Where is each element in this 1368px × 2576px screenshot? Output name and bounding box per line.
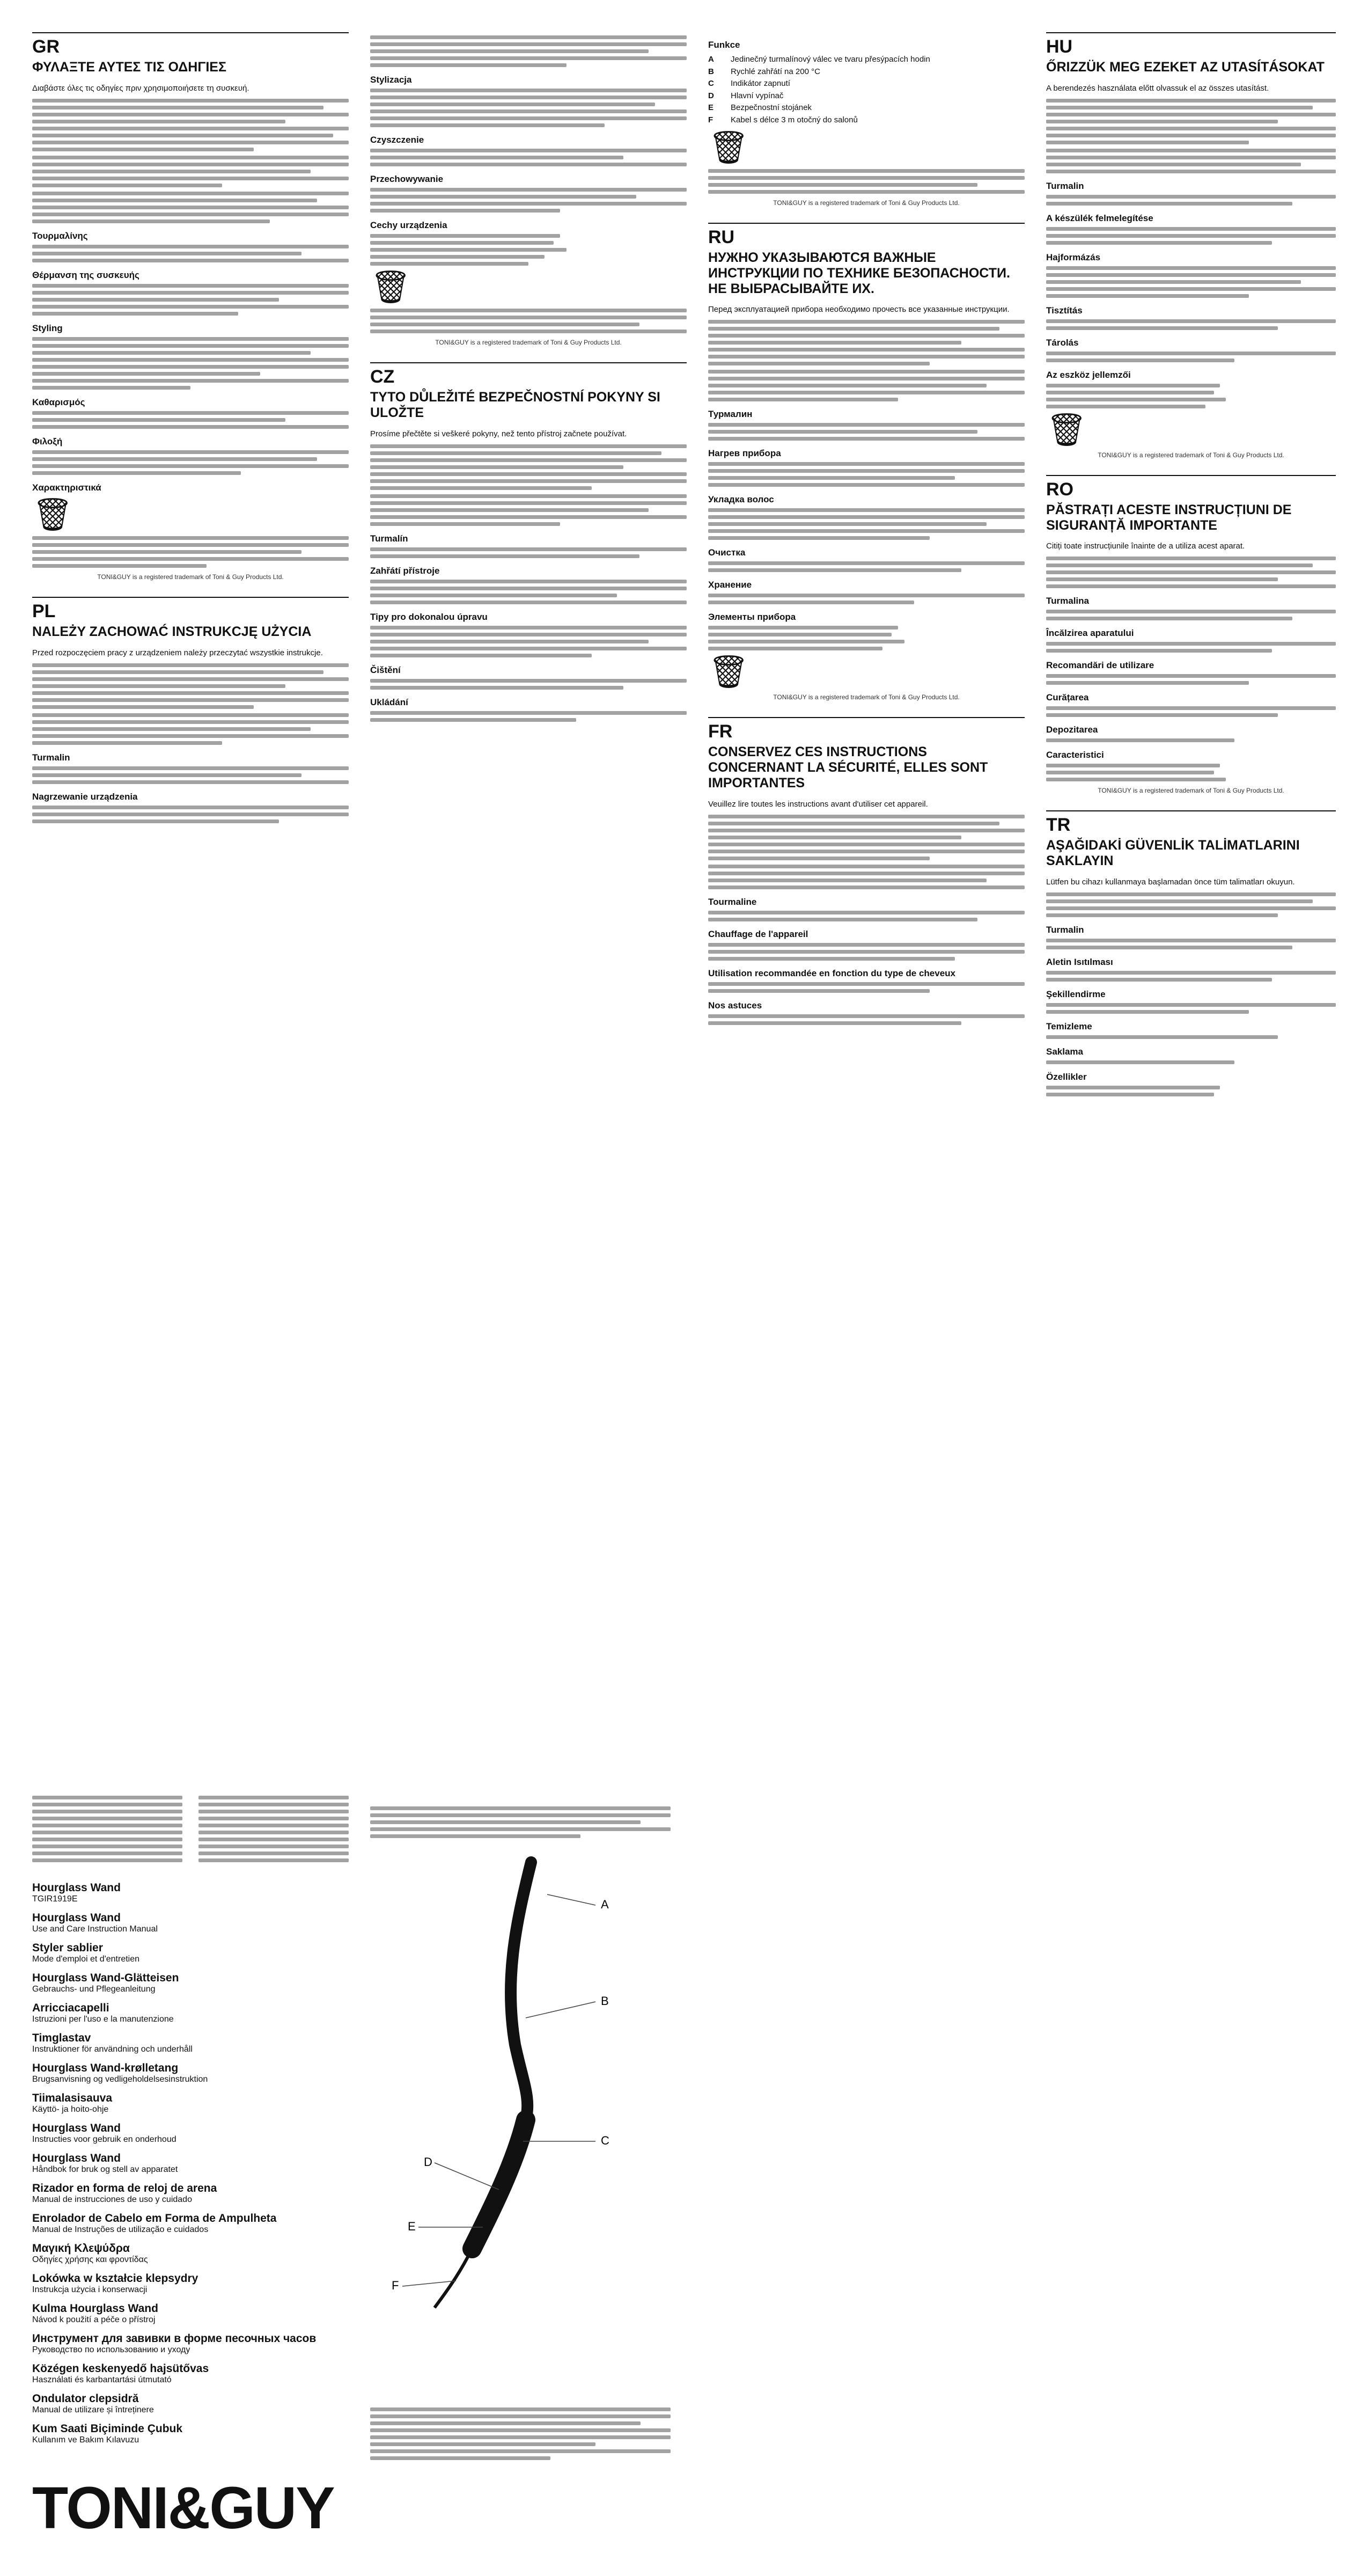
product-name-item <box>32 2182 349 2205</box>
section-code: RO <box>1046 479 1073 500</box>
product-name-title: Hourglass Wand-Glätteisen <box>32 1972 179 1984</box>
subheading: Турмалин <box>708 409 753 420</box>
product-name-subtitle: Istruzioni per l'uso e la manutenzione <box>32 2015 174 2024</box>
product-name-subtitle: Håndbok for bruk og stell av apparatet <box>32 2165 178 2174</box>
product-name-title: Ondulator clepsidră <box>32 2392 139 2405</box>
diagram-label-e: E <box>408 2220 416 2233</box>
section-intro: Citiți toate instrucțiunile înainte de a utiliza acest aparat. <box>1046 541 1245 551</box>
subheading: Tisztítás <box>1046 305 1083 316</box>
product-name-item <box>32 1942 349 1964</box>
subheading: Turmalin <box>32 752 70 763</box>
subheading: Curățarea <box>1046 692 1089 703</box>
product-name-subtitle: Käyttö- ja hoito-ohje <box>32 2105 109 2114</box>
subheading: Καθαρισμός <box>32 397 85 407</box>
product-name-title: Közégen keskenyedő hajsütővas <box>32 2362 209 2375</box>
diagram-label-c: C <box>601 2134 609 2147</box>
subheading: Az eszköz jellemzői <box>1046 369 1131 380</box>
footer-note: TONI&GUY is a registered trademark of Toni & Guy Products Ltd. <box>97 573 284 581</box>
product-name-item <box>32 2362 349 2385</box>
product-name-item <box>32 2272 349 2295</box>
product-name-subtitle: Manual de instrucciones de uso y cuidado <box>32 2195 192 2204</box>
section-title: ŐRIZZÜK MEG EZEKET AZ UTASÍTÁSOKAT <box>1046 60 1325 75</box>
subheading: Şekillendirme <box>1046 989 1106 999</box>
product-name-title: Rizador en forma de reloj de arena <box>32 2182 217 2194</box>
product-name-item <box>32 2122 349 2145</box>
subheading: Temizleme <box>1046 1021 1092 1031</box>
product-name-title: Kulma Hourglass Wand <box>32 2302 158 2315</box>
diagram-label-b: B <box>601 1994 609 2008</box>
diagram-notes <box>370 1803 671 1841</box>
subheading: Tárolás <box>1046 337 1079 348</box>
product-name-subtitle: Manual de utilizare și întreținere <box>32 2405 154 2414</box>
brand-logo: TONI&GUY <box>32 2475 334 2541</box>
parts-list <box>708 54 1025 126</box>
product-name-item <box>32 1912 349 1934</box>
section-title: PĂSTRAȚI ACESTE INSTRUCȚIUNI DE SIGURANȚĂ IMPORTANTE <box>1046 502 1292 533</box>
section-code: CZ <box>370 367 395 387</box>
bottom-notes <box>370 2404 671 2463</box>
subheading: Turmalin <box>1046 180 1084 191</box>
product-name-title: Hourglass Wand-krølletang <box>32 2062 179 2074</box>
leader-line-d <box>435 2163 499 2190</box>
subheading: Ukládání <box>370 697 408 707</box>
parts-row: D Hlavní vypínač <box>708 91 784 100</box>
product-name-title: Styler sablier <box>32 1942 103 1954</box>
subheading: Cechy urządzenia <box>370 220 447 230</box>
subheading: Τουρμαλίνης <box>32 230 88 241</box>
section-code: FR <box>708 721 733 742</box>
product-name-subtitle: Návod k použití a péče o přístroj <box>32 2315 156 2324</box>
footer-note: TONI&GUY is a registered trademark of Toni & Guy Products Ltd. <box>773 199 960 207</box>
parts-row: A Jedinečný turmalínový válec ve tvaru přesýpacích hodin <box>708 55 930 64</box>
subheading: Recomandări de utilizare <box>1046 660 1154 671</box>
subheading: Încălzirea aparatului <box>1046 628 1134 639</box>
product-name-item <box>32 2332 349 2355</box>
product-name-title: Tiimalasisauva <box>32 2092 113 2104</box>
subheading: Укладка волос <box>708 494 774 505</box>
section-title: AŞAĞIDAKİ GÜVENLİK TALİMATLARINI SAKLAYIN <box>1046 838 1300 868</box>
product-name-title: Hourglass Wand <box>32 2152 121 2164</box>
product-name-title: Hourglass Wand <box>32 1912 121 1924</box>
subheading: Utilisation recommandée en fonction du type de cheveux <box>708 968 955 978</box>
product-name-item <box>32 1972 349 1994</box>
product-name-subtitle: Instrukcja użycia i konserwacji <box>32 2285 148 2294</box>
column-4 <box>1046 32 1336 1101</box>
weee-bin-icon: 🗑 <box>708 129 749 165</box>
leader-line-a <box>547 1894 595 1905</box>
product-name-title: Μαγική Κλεψύδρα <box>32 2242 130 2255</box>
subheading: Čištění <box>370 664 401 675</box>
subheading: Özellikler <box>1046 1071 1087 1082</box>
subheading: Turmalin <box>1046 924 1084 935</box>
product-name-subtitle: Használati és karbantartási útmutató <box>32 2375 172 2384</box>
section-code: GR <box>32 36 60 57</box>
section-code: RU <box>708 227 735 247</box>
section-intro: Διαβάστε όλες τις οδηγίες πριν χρησιμοποιήσετε τη συσκευή. <box>32 83 249 93</box>
footer-note: TONI&GUY is a registered trademark of Toni & Guy Products Ltd. <box>1098 787 1284 795</box>
subheading: Depozitarea <box>1046 724 1098 735</box>
subheading: Stylizacja <box>370 75 412 85</box>
footer-note: TONI&GUY is a registered trademark of Toni & Guy Products Ltd. <box>773 693 960 701</box>
section-title: НУЖНО УКАЗЫВАЮТСЯ ВАЖНЫЕ ИНСТРУКЦИИ ПО ТЕХНИКЕ БЕЗОПАСНОСТИ. НЕ ВЫБРАСЫВАЙТЕ ИХ. <box>708 250 1010 296</box>
subheading: Хранение <box>708 580 752 590</box>
section-title: CONSERVEZ CES INSTRUCTIONS CONCERNANT LA SÉCURITÉ, ELLES SONT IMPORTANTES <box>708 744 988 791</box>
subheading: Chauffage de l'appareil <box>708 928 808 939</box>
parts-row: C Indikátor zapnutí <box>708 79 790 88</box>
product-name-title: Timglastav <box>32 2032 91 2044</box>
section-intro: Prosíme přečtěte si veškeré pokyny, než tento přístroj začnete používat. <box>370 429 627 438</box>
section-intro: Veuillez lire toutes les instructions avant d'utiliser cet appareil. <box>708 799 928 809</box>
parts-row: E Bezpečnostní stojánek <box>708 103 812 112</box>
subheading: Hajformázás <box>1046 252 1101 262</box>
product-name-item <box>32 2062 349 2084</box>
column-2 <box>370 32 687 726</box>
subheading: Saklama <box>1046 1046 1083 1057</box>
subheading: Tipy pro dokonalou úpravu <box>370 611 488 622</box>
subheading: Czyszczenie <box>370 135 424 145</box>
product-name-item <box>32 2392 349 2415</box>
leader-line-b <box>526 2002 595 2018</box>
subheading: Funkce <box>708 40 740 50</box>
subheading: Aletin Isıtılması <box>1046 956 1113 967</box>
product-name-subtitle: Gebrauchs- und Pflegeanleitung <box>32 1985 156 1994</box>
subheading: Zahřátí přístroje <box>370 565 440 576</box>
product-name-subtitle: Instructies voor gebruik en onderhoud <box>32 2135 176 2144</box>
weee-bin-icon: 🗑 <box>32 496 73 532</box>
product-name-item <box>32 2152 349 2175</box>
product-name-subtitle: Instruktioner för användning och underhåll <box>32 2045 193 2054</box>
barrel <box>511 1862 531 2120</box>
section-code: PL <box>32 601 56 621</box>
section-code: HU <box>1046 36 1073 57</box>
subheading: Φιλοξή <box>32 436 63 447</box>
product-name-subtitle: Manual de Instruções de utilização e cuidados <box>32 2225 209 2234</box>
product-name-subtitle: Οδηγίες χρήσης και φροντίδας <box>32 2255 148 2264</box>
instruction-index <box>32 1792 349 1865</box>
subheading: Przechowywanie <box>370 174 444 184</box>
product-name-title: Enrolador de Cabelo em Forma de Ampulheta <box>32 2212 277 2224</box>
product-name-item <box>32 2032 349 2054</box>
subheading: Nagrzewanie urządzenia <box>32 791 138 802</box>
product-name-title: Lokówka w kształcie klepsydry <box>32 2272 198 2285</box>
section-intro: A berendezés használata előtt olvassuk el az összes utasítást. <box>1046 83 1269 93</box>
subheading: Элементы прибора <box>708 612 796 623</box>
diagram-label-d: D <box>424 2155 432 2169</box>
subheading: Χαρακτηριστικά <box>32 482 101 493</box>
product-name-item <box>32 2242 349 2265</box>
subheading: A készülék felmelegítése <box>1046 213 1153 223</box>
column-1 <box>32 32 349 828</box>
section-title: ΦΥΛΑΞΤΕ ΑΥΤΕΣ ΤΙΣ ΟΔΗΓΙΕΣ <box>32 60 226 75</box>
product-name-subtitle: Brugsanvisning og vedligeholdelsesinstruktion <box>32 2075 208 2084</box>
product-name-title: Hourglass Wand <box>32 1882 121 1894</box>
product-name-title: Kum Saati Biçiminde Çubuk <box>32 2423 183 2435</box>
subheading: Turmalina <box>1046 596 1089 606</box>
subheading: Θέρμανση της συσκευής <box>32 269 139 280</box>
subheading: Styling <box>32 323 63 333</box>
subheading: Caracteristici <box>1046 750 1104 760</box>
diagram-label-a: A <box>601 1898 609 1911</box>
cover-block <box>32 1792 349 2453</box>
product-name-item <box>32 1882 349 1904</box>
product-name-item <box>32 2002 349 2024</box>
subheading: Очистка <box>708 547 746 558</box>
product-name-title: Hourglass Wand <box>32 2122 121 2134</box>
parts-row: B Rychlé zahřátí na 200 °C <box>708 67 820 76</box>
footer-note: TONI&GUY is a registered trademark of Toni & Guy Products Ltd. <box>1098 451 1284 459</box>
subheading: Turmalín <box>370 533 408 544</box>
section-title: NALEŻY ZACHOWAĆ INSTRUKCJĘ UŻYCIA <box>32 624 312 639</box>
power-cord <box>435 2249 472 2308</box>
leader-line-f <box>402 2281 456 2286</box>
weee-bin-icon: 🗑 <box>708 654 749 690</box>
parts-row: F Kabel s délce 3 m otočný do salonů <box>708 115 858 125</box>
footer-note: TONI&GUY is a registered trademark of Toni & Guy Products Ltd. <box>435 339 622 346</box>
product-name-item <box>32 2302 349 2325</box>
product-diagram <box>370 1841 671 2324</box>
subheading: Tourmaline <box>708 896 757 907</box>
product-name-item <box>32 2092 349 2114</box>
handle <box>472 2120 526 2249</box>
section-intro: Lütfen bu cihazı kullanmaya başlamadan önce tüm talimatları okuyun. <box>1046 877 1295 887</box>
product-name-item <box>32 2212 349 2235</box>
product-name-subtitle: TGIR1919E <box>32 1894 78 1904</box>
product-name-subtitle: Mode d'emploi et d'entretien <box>32 1955 140 1964</box>
weee-bin-icon: 🗑 <box>370 269 411 305</box>
section-intro: Przed rozpoczęciem pracy z urządzeniem należy przeczytać wszystkie instrukcje. <box>32 648 323 657</box>
product-name-title: Инструмент для завивки в форме песочных часов <box>32 2332 317 2345</box>
section-intro: Перед эксплуатацией прибора необходимо прочесть все указанные инструкции. <box>708 305 1010 314</box>
product-name-title: Arricciacapelli <box>32 2002 109 2014</box>
weee-bin-icon: 🗑 <box>1046 411 1087 448</box>
section-title: TYTO DŮLEŽITÉ BEZPEČNOSTNÍ POKYNY SI ULOŽTE <box>370 390 660 420</box>
product-name-item <box>32 2423 349 2445</box>
product-name-subtitle: Use and Care Instruction Manual <box>32 1924 158 1934</box>
product-name-list <box>32 1882 349 2445</box>
product-name-subtitle: Руководство по использованию и уходу <box>32 2345 190 2354</box>
product-name-subtitle: Kullanım ve Bakım Kılavuzu <box>32 2435 139 2445</box>
diagram-label-f: F <box>392 2279 399 2292</box>
column-3 <box>708 32 1025 1029</box>
subheading: Nos astuces <box>708 1000 762 1011</box>
subheading: Нагрев прибора <box>708 448 781 459</box>
section-code: TR <box>1046 815 1071 836</box>
